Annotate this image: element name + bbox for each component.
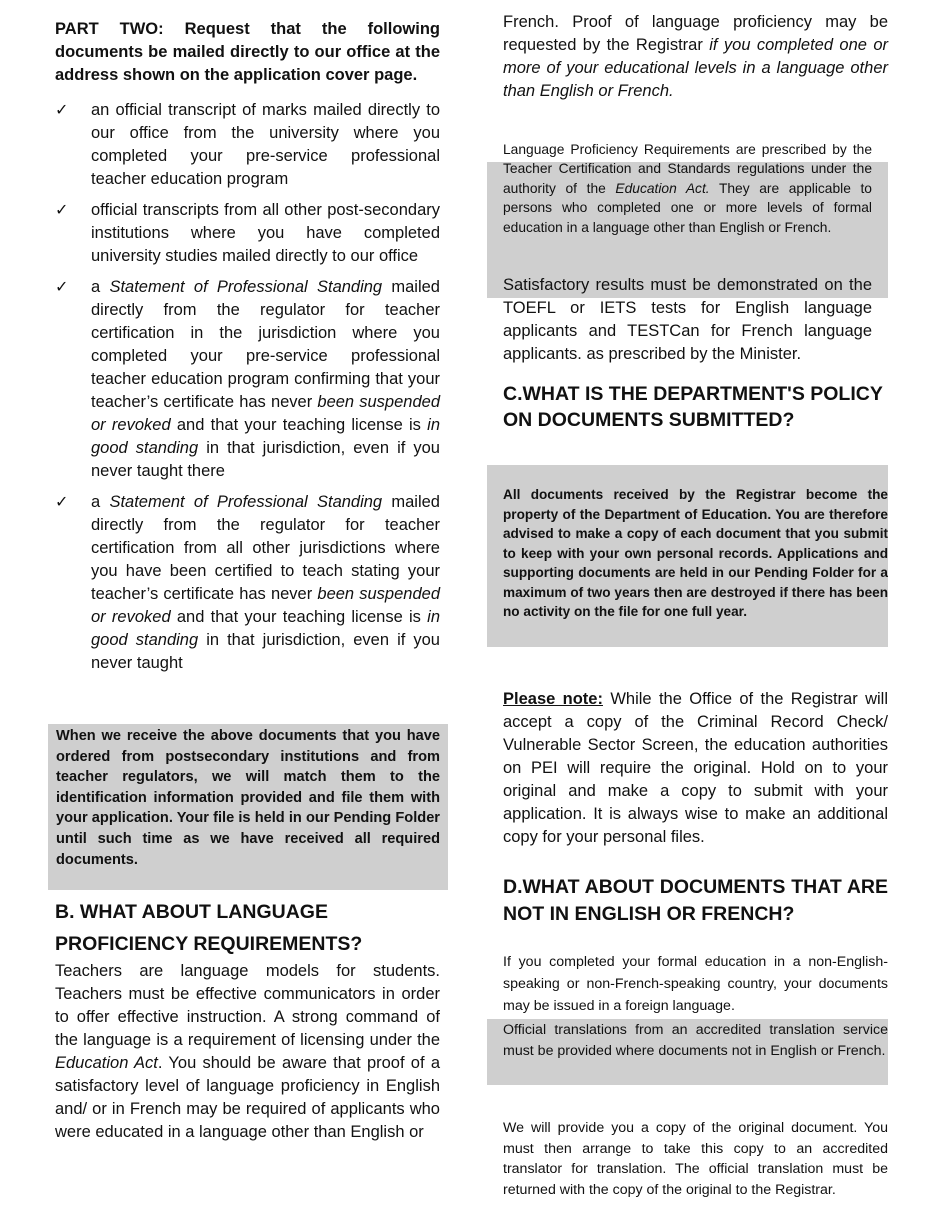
list-item: ✓ a Statement of Professional Standing mailed directly from the regulator for teacher certification in the jurisdiction where you completed your pre-service professional teacher education program confirming that your teacher’s certificate has never been suspended or revoked and that your teaching license is in good standing in that jurisdiction, even if you never taught there — [55, 278, 440, 480]
list-item — [55, 199, 440, 268]
section-c — [503, 381, 888, 433]
translation-requirement-box: Official translations from an accredited translation service must be provided where documents not in English or French. — [487, 1019, 888, 1085]
document-matching-note: When we receive the above documents that you have ordered from postsecondary institutions and from teacher regulators, we will match them to the identification information provided and file them with your application. Your file is held in our Pending Folder until such time as we have received all required documents. — [48, 724, 448, 890]
emphasis: been suspended or revoked — [91, 393, 440, 434]
language-requirements-text: Language Proficiency Requirements are prescribed by the Teacher Certification and Standards regulations under the authority of the Education Act. They are applicable to persons who completed one or more levels of formal education in a language other than English or French. — [503, 142, 872, 235]
section-b — [55, 896, 440, 1144]
section-d-heading: D.WHAT ABOUT DOCUMENTS THAT ARE NOT IN ENGLISH OR FRENCH? — [503, 876, 888, 925]
emphasis: Statement of Professional Standing — [109, 278, 383, 296]
checkmark-icon: ✓ — [55, 102, 69, 119]
part-two-heading: PART TWO: Request that the following documents be mailed directly to our office at the address shown on the application cover page. — [55, 20, 440, 84]
right-top-paragraph: French. Proof of language proficiency may be requested by the Registrar if you completed one or more of your educational levels in a language other than English or French. — [503, 13, 888, 100]
checkmark-icon: ✓ — [55, 202, 69, 219]
please-note-label: Please note: — [503, 690, 603, 708]
section-d-paragraph: If you completed your formal education in a non-English-speaking or non-French-speaking country, your documents may be issued in a foreign language. — [503, 954, 888, 1014]
language-requirements-block — [487, 140, 888, 366]
checkmark-icon: ✓ — [55, 279, 69, 296]
section-b-heading: B. WHAT ABOUT LANGUAGE PROFICIENCY REQUIREMENTS? — [55, 901, 363, 955]
document-checklist — [55, 99, 440, 675]
emphasis: Education Act — [55, 1054, 158, 1072]
list-item: ✓ a Statement of Professional Standing mailed directly from the regulator for teacher certification from all other jurisdictions where you have been certified to teach stating your teacher’s certificate has never been suspended or revoked and that your teaching license is in good standing in that jurisdiction, even if you never taught — [55, 493, 440, 672]
checkmark-icon: ✓ — [55, 494, 69, 511]
document-policy-box: All documents received by the Registrar become the property of the Department of Education. You are therefore advised to make a copy of each document that you submit to keep with your own personal records. Applications and supporting documents are held in our Pending Folder for a maximum of two years then are destroyed if there has been no activity on the file for one full year. — [487, 465, 888, 647]
emphasis: if you completed one or more of your educational levels in a language other than English or French. — [503, 36, 888, 100]
emphasis: Education Act. — [615, 180, 710, 196]
section-b-paragraph: Teachers are language models for students. Teachers must be effective communicators in order to offer effective instruction. A strong command of the language is a requirement of licensing under the Education Act. You should be aware that proof of a satisfactory level of language proficiency in English and/ or in French may be required of applicants who were educated in a language other than English or — [55, 962, 440, 1141]
list-item — [55, 99, 440, 191]
translation-instructions: We will provide you a copy of the original document. You must then arrange to take this copy to an accredited translator for translation. The official translation must be returned with the copy of the original to the Registrar. — [503, 1120, 888, 1198]
section-c-heading: C.WHAT IS THE DEPARTMENT'S POLICY ON DOCUMENTS SUBMITTED? — [503, 383, 883, 431]
please-note-block — [503, 688, 888, 849]
emphasis: in good standing — [91, 608, 440, 649]
list-item-text: official transcripts from all other post-secondary institutions where you have completed university studies mailed directly to our office — [91, 201, 440, 265]
satisfactory-results-text: Satisfactory results must be demonstrated on the TOEFL or IETS tests for English language applicants and TESTCan for French language applicants. as prescribed by the Minister. — [503, 276, 872, 364]
list-item-text: an official transcript of marks mailed directly to our office from the university where you completed your pre-service professional teacher education program — [91, 101, 440, 188]
emphasis: Statement of Professional Standing — [109, 493, 383, 511]
please-note-text: While the Office of the Registrar will accept a copy of the Criminal Record Check/ Vulnerable Sector Screen, the education authorities on PEI will require the original. Hold on to your original and make a copy to submit with your application. It is always wise to make an additional copy for your personal files. — [503, 690, 888, 846]
emphasis: in good standing — [91, 416, 440, 457]
section-d — [503, 874, 888, 1017]
emphasis: been suspended or revoked — [91, 585, 440, 626]
left-column — [55, 18, 440, 675]
